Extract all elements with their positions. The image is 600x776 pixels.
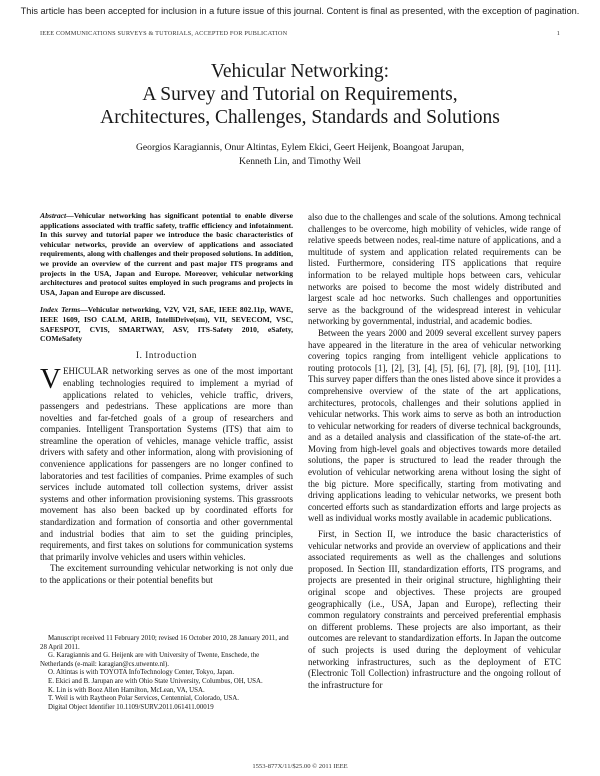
section-heading-introduction: I. Introduction <box>136 349 197 360</box>
footnote-affiliation: O. Altintas is with TOYOTA InfoTechnology Center, Tokyo, Japan. <box>48 669 235 677</box>
index-terms <box>40 305 293 343</box>
drop-cap: V <box>40 363 61 396</box>
footnote-affiliation: T. Weil is with Raytheon Polar Services, Centennial, Colorado, USA. <box>48 695 239 703</box>
index-terms-text: —Vehicular networking, V2V, V2I, SAE, IEEE 802.11p, WAVE, IEEE 1609, ISO CALM, ARIB, IntelliDrive(sm), VII, SEVECOM, VSC, SAFESPOT, CVIS, SMARTWAY, ASV, ITS-Safety 2010, eSafety, COMeSafety <box>40 305 294 344</box>
title-line-3: Architectures, Challenges, Standards and Solutions <box>100 107 500 128</box>
footnote-affiliation: G. Karagiannis and G. Heijenk are with University of Twente, Enschede, the Netherlands (e-mail: karagian@cs.utwente.nl). <box>40 652 260 668</box>
body-paragraph: Between the years 2000 and 2009 several excellent survey papers have appeared in the literature in the area of vehicular networking covering topics ranging from intelligent vehicle applications to routing protocols [1], [2], [3], [4], [5], [6], [7], [8], [9], [10], [11]. This survey paper differs than the ones listed above since it provides a comprehensive overview of the state of the art applications, architectures, protocols, challenges and their solutions applied in vehicular networks. This work aims to serve as both an introduction to vehicular networking for readers of diverse technical backgrounds, and as a detailed analysis and classification of the state-of-the art. Moving from high-level goals and objectives towards more detailed solutions, the paper is structured to lead the reader through the evolution of vehicular networking arena without losing the sight of the big picture. More specifically, starting from motivating and driving applications leading to vehicular networks, we present both concerted efforts such as standardization efforts and large projects as well as individual works mostly available in academic publications. <box>308 327 561 524</box>
author-list <box>80 141 520 169</box>
abstract <box>40 211 293 297</box>
running-head <box>40 30 560 37</box>
footnotes <box>40 635 293 712</box>
body-paragraph: also due to the challenges and scale of the solutions. Among technical challenges to be overcome, high mobility of vehicles, wide range of relative speeds between nodes, real-time nature of applications, and a multitude of system and application related requirements can be listed. Furthermore, considering ITS applications that require information to be relayed multiple hops between cars, vehicular networks are poised to become the most widely distributed and largest scale ad hoc networks. Such challenges and opportunities serve as the background of the widespread interest in vehicular networking by governmental, industrial, and academic bodies. <box>308 212 561 327</box>
intro-paragraph-2: The excitement surrounding vehicular networking is not only due to the applications or their potential benefits but <box>40 563 293 585</box>
page-number: 1 <box>556 30 560 37</box>
body-paragraph: First, in Section II, we introduce the basic characteristics of vehicular networks and provide an overview of applications and their associated requirements as well as the challenges and solutions proposed. In Section III, standardization efforts, ITS programs, and projects are presented in their original structure, highlighting their original scope and objectives. These projects are grouped geographically (i.e., USA, Japan and Europe), reflecting their common regulatory constraints and perceived preferential emphasis on different problems. These projects are also important, as their outcomes are relevant to standardization efforts. In Japan the outcome of such projects is used during the deployment of vehicular networking infrastructures, such as the deployment of ETC (Electronic Toll Collection) infrastructure and the ongoing rollout of the infrastructure for <box>308 529 561 690</box>
footnote-affiliation: E. Ekici and B. Jarupan are with Ohio State University, Columbus, OH, USA. <box>48 677 263 685</box>
authors-line-2: Kenneth Lin, and Timothy Weil <box>239 156 361 167</box>
paper-title <box>0 60 600 129</box>
abstract-label: Abstract <box>40 211 67 220</box>
footnote-doi: Digital Object Identifier 10.1109/SURV.2011.061411.00019 <box>48 703 214 711</box>
copyright-line: 1553-877X/11/$25.00 © 2011 IEEE <box>252 763 348 770</box>
intro-paragraph-1 <box>40 363 293 563</box>
journal-name: IEEE COMMUNICATIONS SURVEYS & TUTORIALS, ACCEPTED FOR PUBLICATION <box>40 30 288 37</box>
title-line-2: A Survey and Tutorial on Requirements, <box>142 84 458 105</box>
authors-line-1: Georgios Karagiannis, Onur Altintas, Eylem Ekici, Geert Heijenk, Boangoat Jarupan, <box>135 142 465 153</box>
footnote-affiliation: K. Lin is with Booz Allen Hamilton, McLean, VA, USA. <box>48 686 205 694</box>
acceptance-notice: This article has been accepted for inclusion in a future issue of this journal. Content is final as presented, with the exception of pagination. <box>20 6 580 16</box>
footnote-manuscript: Manuscript received 11 February 2010; revised 16 October 2010, 28 January 2011, and 28 April 2011. <box>40 635 289 651</box>
right-column <box>308 212 561 691</box>
intro-paragraph-1-text: EHICULAR networking serves as one of the most important enabling technologies required to implement a myriad of applications related to vehicles, vehicle traffic, drivers, passengers and pedestrians. These applications are more than novelties and far-fetched goals of a group of researchers and companies. Intelligent Transportation Systems (ITS) that aim to streamline the operation of vehicles, manage vehicle traffic, assist drivers with safety and other information, along with provisioning of convenience applications for passengers are no longer confined to laboratories and test facilities of companies. Prime examples of such services include automated toll collection systems, driver assist systems and other information provisioning systems. This grassroots movement has also been backed up by coordinated efforts for standardization and formation of consortia and other governmental and industrial bodies that aim to set the guiding principles, requirements, and first takes on solutions for communication systems that primarily involve vehicles and users within vehicles. <box>40 366 293 562</box>
index-terms-label: Index Terms <box>40 305 81 315</box>
left-column <box>40 211 293 587</box>
title-line-1: Vehicular Networking: <box>210 61 390 82</box>
abstract-text: —Vehicular networking has significant potential to enable diverse applications associated with traffic safety, traffic efficiency and infotainment. In this survey and tutorial paper we introduce the basic characteristics of vehicular networks, provide an overview of applications and associated requirements, along with challenges and their proposed solutions. In addition, we provide an overview of the current and past major ITS programs and projects in the USA, Japan and Europe. Moreover, vehicular networking architectures and protocol suites employed in such programs and projects in USA, Japan and Europe are discussed. <box>40 211 293 297</box>
